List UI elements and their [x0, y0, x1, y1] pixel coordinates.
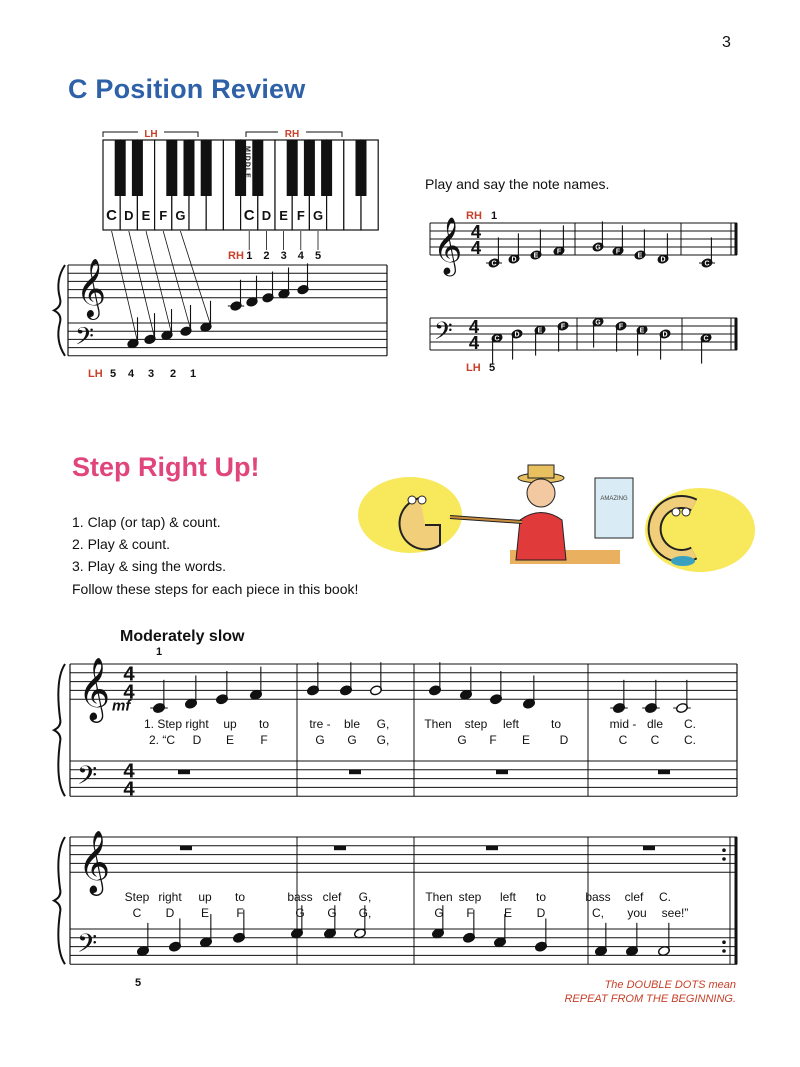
lyric-verse1: G,: [376, 717, 390, 731]
key-letter: F: [159, 208, 168, 223]
lyric-verse2: E: [225, 733, 235, 747]
lyric-verse2: G: [315, 733, 325, 747]
review-lh-hand-label: LH: [88, 368, 103, 380]
lh-finger-number: 2: [170, 368, 177, 380]
song-title: Step Right Up!: [72, 452, 260, 482]
repeat-dot: [722, 848, 726, 852]
lyric-verse2: you: [627, 906, 647, 920]
note-name-label: C: [703, 335, 709, 343]
note-name-label: G: [595, 244, 601, 252]
page-number: 3: [722, 34, 731, 51]
lyric-verse1: ble: [343, 717, 361, 731]
note-name-label: C: [491, 260, 497, 268]
svg-text:AMAZING: AMAZING: [600, 496, 628, 502]
step-item: 2. Play & count.: [72, 536, 171, 552]
step-item: 3. Play & sing the words.: [72, 558, 227, 574]
lh-finger-number: 5: [110, 368, 117, 380]
rh-finger-number: 5: [315, 250, 322, 262]
note-name-label: F: [618, 323, 624, 331]
key-letter: F: [296, 208, 305, 223]
treble-clef: 𝄞: [76, 259, 107, 317]
note-name-label: C: [704, 260, 710, 268]
section-title-c-position-review: C Position Review: [68, 74, 306, 104]
whole-rest: [496, 770, 508, 774]
time-signature-top: 4: [123, 760, 135, 783]
time-signature-top: 4: [468, 316, 480, 338]
lyric-verse2: C: [132, 906, 142, 920]
lyric-verse2: F: [466, 906, 474, 920]
rh-finger-number: 3: [280, 250, 287, 262]
dynamic-marking: mf: [112, 697, 131, 715]
lh-bracket-label: LH: [144, 129, 158, 140]
lyric-verse2: G: [434, 906, 444, 920]
note-name-label: D: [511, 256, 517, 264]
lyric-verse1: C.: [659, 890, 671, 904]
lyric-verse1: tre -: [309, 717, 331, 731]
whole-rest: [643, 846, 655, 850]
lyric-verse1: Then: [425, 890, 453, 904]
lyric-verse1: step: [458, 890, 482, 904]
note-name-label: D: [514, 331, 520, 339]
lyric-verse2: E: [521, 733, 531, 747]
lyric-verse2: G: [457, 733, 467, 747]
lh-finger-number: 4: [128, 368, 135, 380]
treble-clef: 𝄞: [78, 831, 111, 893]
lyric-verse2: C: [650, 733, 660, 747]
time-signature-top: 4: [470, 221, 482, 243]
whole-rest: [658, 770, 670, 774]
lyric-verse1: to: [535, 890, 547, 904]
time-signature-bottom: 4: [468, 332, 480, 354]
lyric-verse1: C.: [684, 717, 696, 731]
lyric-verse1: dle: [646, 717, 664, 731]
grand-staff-brace: [54, 837, 65, 964]
lyric-verse2: G,: [376, 733, 390, 747]
lyric-verse2: 2. “C: [148, 733, 176, 747]
lyric-verse1: right: [185, 717, 209, 731]
lyric-verse2: G: [327, 906, 337, 920]
key-letter: D: [261, 208, 272, 223]
note-name-label: G: [595, 319, 601, 327]
lyric-verse1: right: [158, 890, 182, 904]
lyric-verse2: D: [559, 733, 569, 747]
time-signature-bottom: 4: [123, 778, 135, 801]
lyric-verse1: Step: [124, 890, 150, 904]
key-letter: G: [312, 208, 324, 223]
lyric-verse2: F: [236, 906, 244, 920]
time-signature-bottom: 4: [123, 681, 135, 704]
note-name-label: E: [537, 327, 543, 335]
note-name-label: D: [662, 331, 668, 339]
time-signature-bottom: 4: [470, 237, 482, 259]
lyric-verse2: G,: [358, 906, 372, 920]
lyric-verse2: F: [260, 733, 268, 747]
lh-finger-number: 1: [190, 368, 197, 380]
note-name-label: E: [637, 252, 643, 260]
lyric-verse1: clef: [624, 890, 644, 904]
key-letter: D: [124, 208, 134, 223]
lyric-verse2: G: [347, 733, 357, 747]
key-letter: E: [279, 208, 288, 223]
key-letter: E: [141, 208, 151, 223]
instruction-text: Play and say the note names.: [425, 176, 610, 192]
key-letter: C: [106, 207, 118, 224]
lyric-verse1: left: [502, 717, 520, 731]
repeat-footnote: [520, 978, 736, 1006]
lyric-verse1: up: [223, 717, 237, 731]
lh-finger-number: 3: [148, 368, 155, 380]
note-name-label: F: [560, 323, 566, 331]
step-item: 1. Clap (or tap) & count.: [72, 514, 221, 530]
lyric-verse2: E: [200, 906, 210, 920]
rh-exercise-hand: RH: [466, 210, 482, 222]
lyric-verse1: up: [198, 890, 212, 904]
song-finger-number: 1: [156, 646, 163, 658]
whole-rest: [180, 846, 192, 850]
lyric-verse2: D: [536, 906, 546, 920]
review-rh-hand-label: RH: [228, 250, 244, 262]
note-name-label: F: [615, 248, 621, 256]
lyric-verse2: C,: [592, 906, 604, 920]
treble-clef: 𝄞: [433, 217, 463, 274]
rh-exercise-finger: 1: [491, 210, 498, 222]
note-name-label: E: [533, 252, 539, 260]
lyric-verse2: C.: [684, 733, 696, 747]
repeat-dot: [722, 857, 726, 861]
footnote-line: REPEAT FROM THE BEGINNING.: [564, 993, 736, 1005]
whole-rest: [486, 846, 498, 850]
lyric-verse1: to: [258, 717, 270, 731]
whole-rest: [178, 770, 190, 774]
lyric-verse1: clef: [322, 890, 342, 904]
lyric-verse2: D: [165, 906, 175, 920]
lyric-verse1: bass: [585, 890, 611, 904]
bass-clef: 𝄢: [77, 760, 98, 797]
bass-clef: 𝄢: [434, 318, 453, 351]
lyric-verse2: F: [489, 733, 497, 747]
whole-rest: [334, 846, 346, 850]
lyric-verse2: D: [192, 733, 202, 747]
key-letter: C: [243, 207, 255, 224]
bass-clef: 𝄢: [77, 928, 98, 965]
whole-rest: [349, 770, 361, 774]
rh-finger-number: 2: [263, 250, 270, 262]
follow-text: Follow these steps for each piece in this book!: [72, 581, 359, 597]
treble-clef: 𝄞: [78, 658, 111, 720]
lyric-verse1: mid -: [609, 717, 637, 731]
rh-bracket-label: RH: [284, 129, 300, 140]
lyric-verse2: G: [295, 906, 305, 920]
note-name-label: C: [494, 335, 500, 343]
middle-label: MIDDLE: [243, 146, 251, 179]
song-finger-number: 5: [135, 977, 142, 989]
lyric-verse1: to: [550, 717, 562, 731]
lh-exercise-hand: LH: [466, 362, 481, 374]
tempo-marking: Moderately slow: [120, 628, 245, 645]
lyric-verse1: step: [464, 717, 488, 731]
time-signature-top: 4: [123, 663, 135, 686]
note-name-label: F: [556, 248, 562, 256]
lyric-verse1: bass: [287, 890, 313, 904]
note-name-label: E: [639, 327, 645, 335]
lyric-verse2: see!”: [661, 906, 689, 920]
rh-finger-number: 4: [297, 250, 304, 262]
footnote-line: The DOUBLE DOTS mean: [604, 979, 736, 991]
repeat-dot: [722, 949, 726, 953]
lyric-verse1: to: [234, 890, 246, 904]
lyric-verse2: E: [503, 906, 513, 920]
key-letter: G: [175, 208, 186, 223]
lyric-verse2: C: [618, 733, 628, 747]
lyric-verse1: Then: [424, 717, 452, 731]
bass-clef: 𝄢: [75, 323, 94, 357]
lh-exercise-finger: 5: [489, 362, 496, 374]
grand-staff-brace: [54, 664, 65, 796]
lyric-verse1: left: [499, 890, 517, 904]
note-name-label: D: [660, 256, 666, 264]
repeat-dot: [722, 940, 726, 944]
lyric-verse1: 1. Step: [143, 717, 183, 731]
lyric-verse1: G,: [358, 890, 372, 904]
rh-finger-number: 1: [246, 250, 253, 262]
